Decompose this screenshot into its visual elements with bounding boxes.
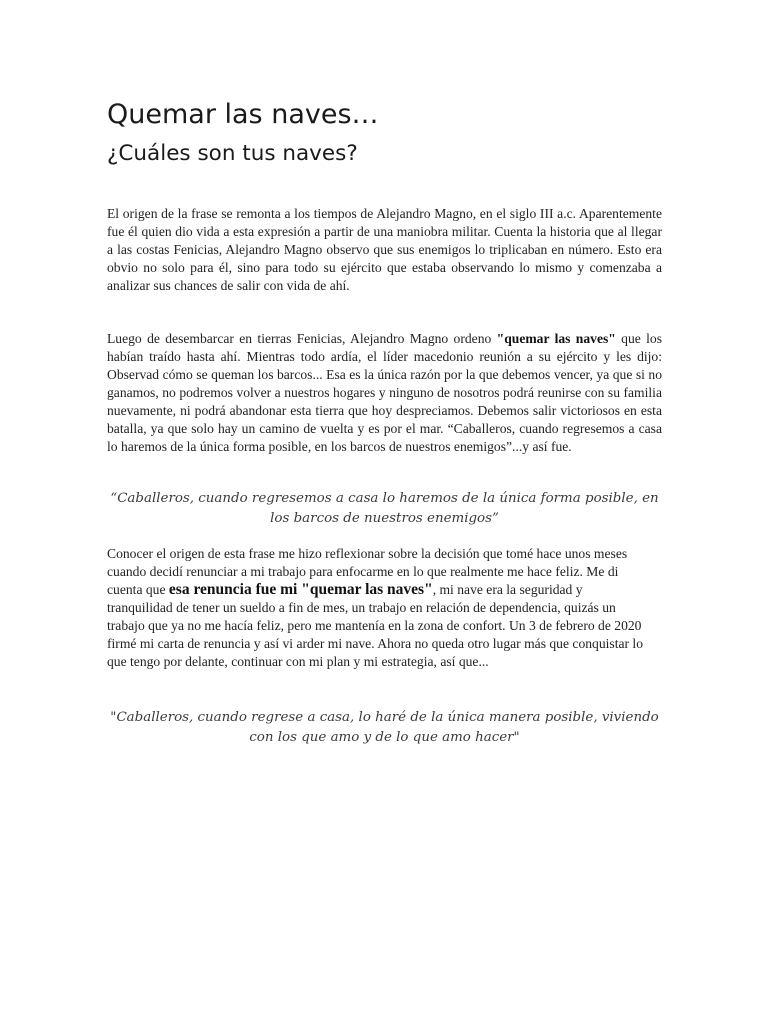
paragraph-reflection — [107, 545, 647, 671]
paragraph-text: , mi nave era la seguridad y tranquilidad de tener un sueldo a fin de mes, un trabajo en relación de dependencia, quizás un trabajo que ya no me hacía feliz, pero me mantenía en la zona de confort. Un 3 de febrero de 2020 firmé mi carta de renuncia y así vi arder mi nave. Ahora no queda otro lugar más que conquistar lo que tengo por delante, continuar con mi plan y mi estrategia, así que... — [107, 582, 644, 669]
quote-second: "Caballeros, cuando regrese a casa, lo haré de la única manera posible, viviendo con los que amo y de lo que amo hacer" — [110, 710, 659, 745]
bold-phrase: esa renuncia fue mi "quemar las naves" — [168, 581, 433, 598]
paragraph-burning-ships — [107, 330, 662, 456]
bold-phrase: "quemar las naves" — [496, 331, 616, 346]
document-subtitle: ¿Cuáles son tus naves? — [107, 141, 358, 166]
paragraph-text: Luego de desembarcar en tierras Fenicias, Alejandro Magno ordeno — [107, 331, 497, 346]
paragraph-origin: El origen de la frase se remonta a los tiempos de Alejandro Magno, en el siglo III a.c. Aparentemente fue él quien dio vida a esta expresión a partir de una maniobra militar. Cuenta la historia que al llegar a las costas Fenicias, Alejandro Magno observo que sus enemigos lo triplicaban en número. Esto era obvio no solo para él, sino para todo su ejército que estaba observando lo mismo y comenzaba a analizar sus chances de salir con vida de ahí. — [107, 206, 662, 293]
paragraph-text: que los habían traído hasta ahí. Mientras todo ardía, el líder macedonio reunión a su ejército y les dijo: Observad cómo se queman los barcos... Esa es la única razón por la que debemos vencer, ya que si no ganamos, no podremos volver a nuestros hogares y ninguno de nosotros podrá reunirse con su familia nuevamente, ni podrá abandonar esta tierra que hoy despreciamos. Debemos salir victoriosos en esta batalla, ya que solo hay un camino de vuelta y es por el mar. “Caballeros, cuando regresemos a casa lo haremos de la única forma posible, en los barcos de nuestros enemigos”...y así fue. — [107, 331, 663, 454]
document-title: Quemar las naves… — [107, 99, 379, 130]
paragraph-text: Conocer el origen de esta frase me hizo reflexionar sobre la decisión que tomé hace unos meses cuando decidí renunciar a mi trabajo para enfocarme en lo que realmente me hace feliz. Me di cuenta que — [107, 546, 628, 597]
quote-first: “Caballeros, cuando regresemos a casa lo haremos de la única forma posible, en los barcos de nuestros enemigos” — [110, 491, 659, 526]
